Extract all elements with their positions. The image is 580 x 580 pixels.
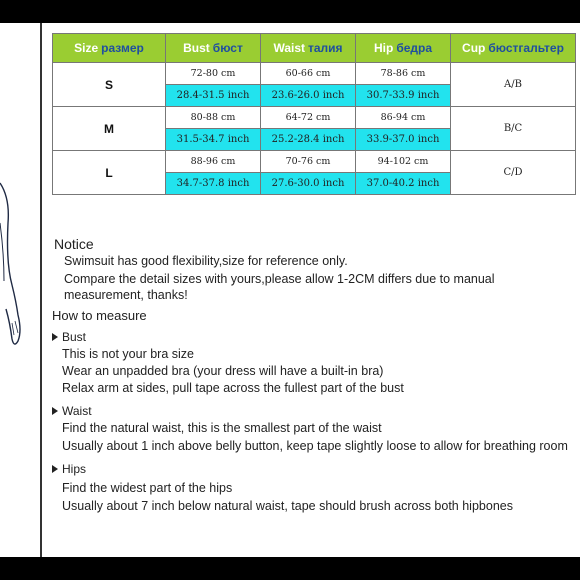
notice-line: measurement, thanks! xyxy=(64,288,188,302)
bust-instruction: Wear an unpadded bra (your dress will have a built-in bra) xyxy=(62,364,384,378)
hips-instruction: Usually about 7 inch below natural waist, tape should brush across both hipbones xyxy=(62,499,513,513)
bust-inch-cell: 28.4-31.5 inch xyxy=(166,85,261,107)
hip-inch-cell: 33.9-37.0 inch xyxy=(356,129,451,151)
waist-cm-cell: 64-72 cm xyxy=(261,107,356,129)
waist-instruction: Find the natural waist, this is the smallest part of the waist xyxy=(62,421,382,435)
table-row xyxy=(53,151,576,173)
size-label: S xyxy=(53,63,166,107)
bust-cm-cell: 88-96 cm xyxy=(166,151,261,173)
hip-cm-cell: 78-86 cm xyxy=(356,63,451,85)
bust-inch-cell: 31.5-34.7 inch xyxy=(166,129,261,151)
table-row xyxy=(53,107,576,129)
waist-inch-cell: 23.6-26.0 inch xyxy=(261,85,356,107)
bust-instruction: Relax arm at sides, pull tape across the fullest part of the bust xyxy=(62,381,404,395)
bust-cm-cell: 72-80 cm xyxy=(166,63,261,85)
waist-inch-cell: 25.2-28.4 inch xyxy=(261,129,356,151)
header-hip: Hip бедра xyxy=(356,34,451,63)
hip-inch-cell: 37.0-40.2 inch xyxy=(356,173,451,195)
cup-cell: C/D xyxy=(451,151,576,195)
size-label: L xyxy=(53,151,166,195)
waist-inch-cell: 27.6-30.0 inch xyxy=(261,173,356,195)
hip-inch-cell: 30.7-33.9 inch xyxy=(356,85,451,107)
cup-cell: A/B xyxy=(451,63,576,107)
cup-cell: B/C xyxy=(451,107,576,151)
waist-section-title: Waist xyxy=(52,404,92,418)
header-bust: Bust бюст xyxy=(166,34,261,63)
bullet-triangle-icon xyxy=(52,407,58,415)
waist-cm-cell: 70-76 cm xyxy=(261,151,356,173)
table-row xyxy=(53,63,576,85)
notice-line: Compare the detail sizes with yours,please allow 1-2CM differs due to manual xyxy=(64,272,495,286)
hips-instruction: Find the widest part of the hips xyxy=(62,481,233,495)
bust-section-title: Bust xyxy=(52,330,86,344)
header-waist: Waist талия xyxy=(261,34,356,63)
bust-cm-cell: 80-88 cm xyxy=(166,107,261,129)
bust-inch-cell: 34.7-37.8 inch xyxy=(166,173,261,195)
notice-heading: Notice xyxy=(54,236,94,252)
header-size: Size размер xyxy=(53,34,166,63)
top-black-bar xyxy=(0,0,580,23)
size-chart-header-row xyxy=(53,34,576,63)
size-chart-table xyxy=(52,33,576,195)
waist-instruction: Usually about 1 inch above belly button, keep tape slightly loose to allow for breathing room xyxy=(62,439,568,453)
size-label: M xyxy=(53,107,166,151)
header-cup: Cup бюстгальтер xyxy=(451,34,576,63)
divider-line xyxy=(40,23,42,557)
bust-instruction: This is not your bra size xyxy=(62,347,194,361)
notice-line: Swimsuit has good flexibility,size for reference only. xyxy=(64,254,348,268)
waist-cm-cell: 60-66 cm xyxy=(261,63,356,85)
bullet-triangle-icon xyxy=(52,465,58,473)
hip-cm-cell: 86-94 cm xyxy=(356,107,451,129)
hip-cm-cell: 94-102 cm xyxy=(356,151,451,173)
bottom-black-bar xyxy=(0,557,580,580)
hips-section-title: Hips xyxy=(52,462,86,476)
bullet-triangle-icon xyxy=(52,333,58,341)
model-figure-illustration xyxy=(0,23,40,557)
how-to-measure-heading: How to measure xyxy=(52,308,147,323)
